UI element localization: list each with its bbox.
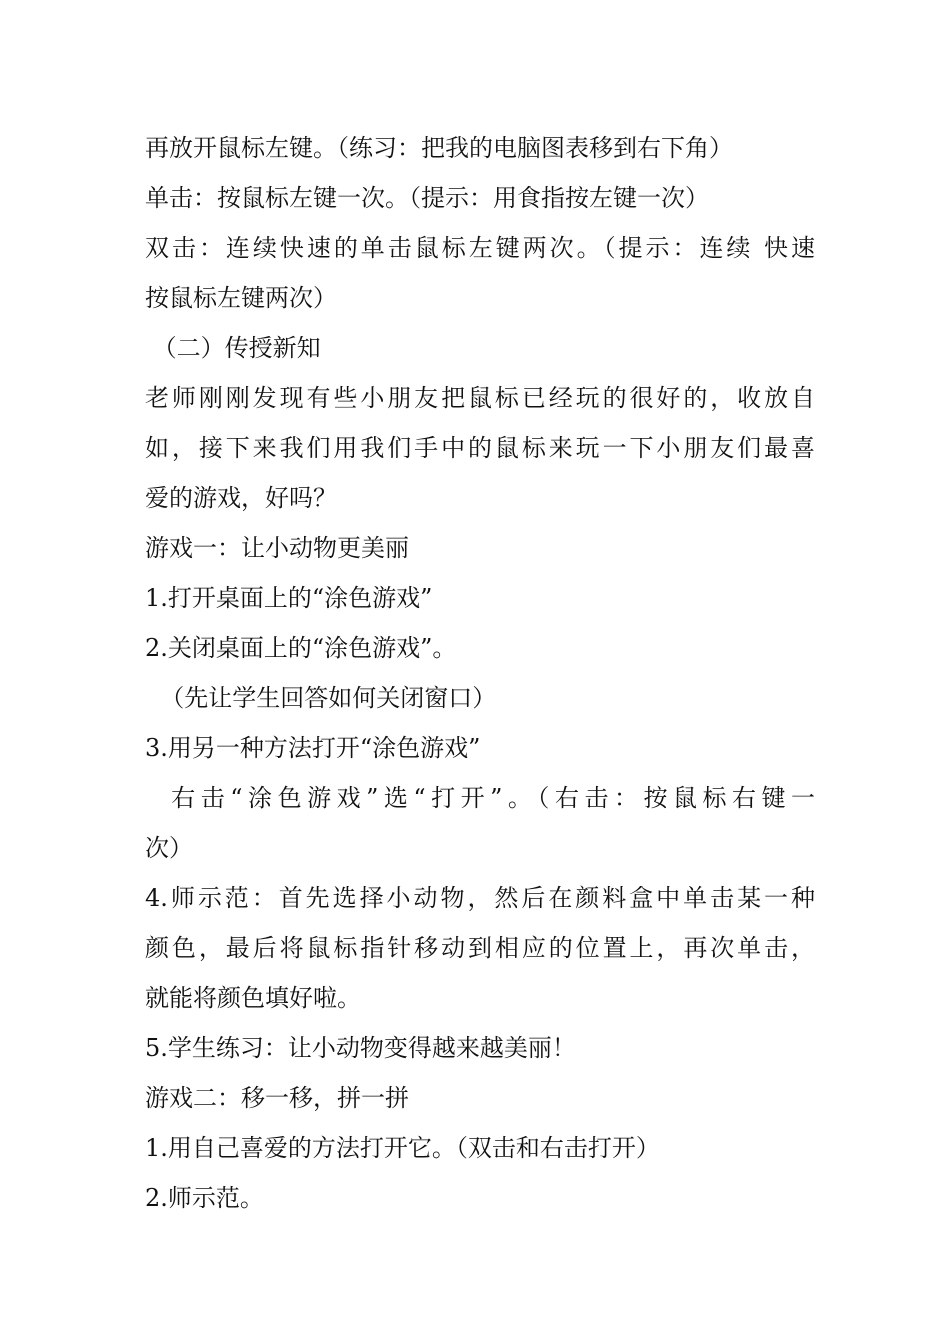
text-line-8: 爱的游戏，好吗？: [145, 484, 337, 512]
list-note-1: （先让学生回答如何关闭窗口）: [145, 684, 497, 712]
text-line-7: 如，接下来我们用我们手中的鼠标来玩一下小朋友们最喜: [145, 434, 815, 462]
game-two-item-2: 2.师示范。: [145, 1184, 264, 1212]
list-item-1: 1.打开桌面上的“涂色游戏”: [145, 584, 433, 612]
text-line-17: 颜色，最后将鼠标指针移动到相应的位置上，再次单击，: [145, 934, 815, 962]
text-line-6: 老师刚刚发现有些小朋友把鼠标已经玩的很好的，收放自: [145, 384, 815, 412]
text-line-4: 按鼠标左键两次）: [145, 284, 337, 312]
text-line-18: 就能将颜色填好啦。: [145, 984, 361, 1012]
text-line-3: 双击：连续快速的单击鼠标左键两次。（提示：连续 快速: [145, 234, 815, 262]
game-two-heading: 游戏二：移一移，拼一拼: [145, 1084, 409, 1112]
list-item-2: 2.关闭桌面上的“涂色游戏”。: [145, 634, 457, 662]
list-item-5: 5.学生练习：让小动物变得越来越美丽！: [145, 1034, 576, 1062]
section-heading: （二）传授新知: [145, 334, 321, 362]
text-line-2: 单击：按鼠标左键一次。（提示：用食指按左键一次）: [145, 184, 709, 212]
list-item-4: 4.师示范：首先选择小动物，然后在颜料盒中单击某一种: [145, 884, 815, 912]
text-line-1: 再放开鼠标左键。（练习：把我的电脑图表移到右下角）: [145, 134, 733, 162]
list-item-3: 3.用另一种方法打开“涂色游戏”: [145, 734, 481, 762]
game-one-heading: 游戏一：让小动物更美丽: [145, 534, 409, 562]
text-line-15: 次）: [145, 834, 193, 862]
list-note-2: 右击“涂色游戏”选“打开”。（右击：按鼠标右键一: [145, 784, 815, 812]
game-two-item-1: 1.用自己喜爱的方法打开它。（双击和右击打开）: [145, 1134, 660, 1162]
